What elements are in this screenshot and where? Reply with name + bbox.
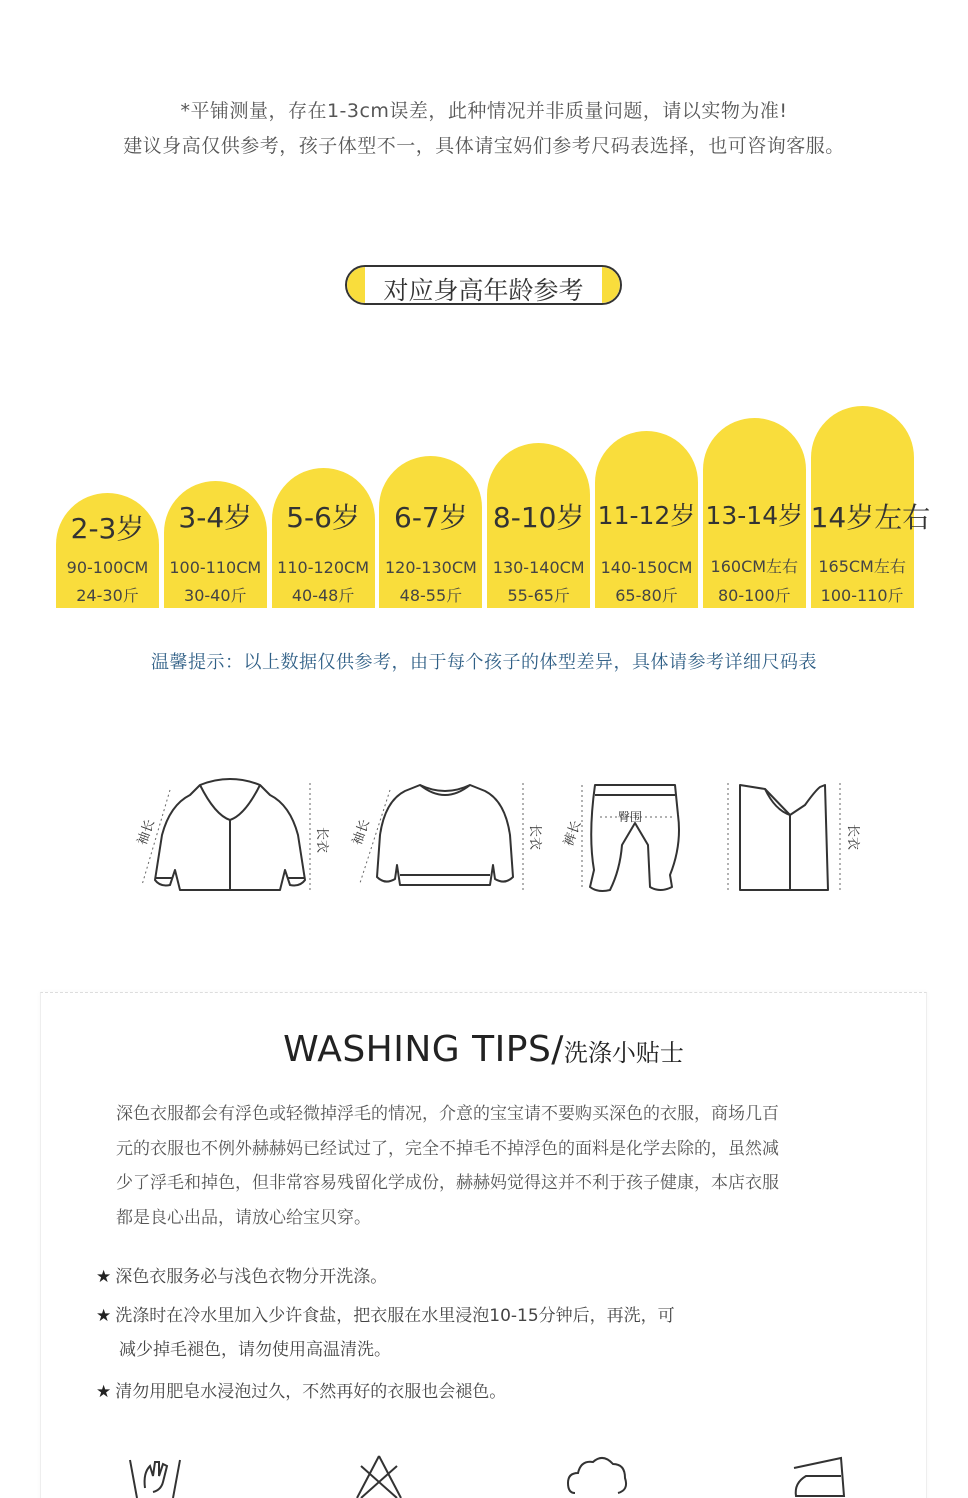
size-advice-notice: 建议身高仅供参考，孩子体型不一，具体请宝妈们参考尺码表选择，也可咨询客服。: [123, 135, 845, 157]
garment-measurement-diagrams: [120, 775, 880, 900]
age-column: [595, 431, 698, 609]
age-column: [487, 443, 590, 608]
washing-paragraph: [116, 1097, 856, 1235]
washing-bullet-3: ★ 清勿用肥皂水浸泡过久，不然再好的衣服也会褪色。: [96, 1382, 507, 1402]
height-label: 130-140CM: [492, 558, 585, 577]
vest-diagram-icon: [720, 775, 870, 900]
age-label: 3-4岁: [178, 501, 253, 534]
hand-wash-icon: [125, 1448, 185, 1498]
size-section-title-text: 对应身高年龄参考: [383, 276, 584, 305]
height-label: 140-150CM: [600, 558, 693, 577]
paragraph-line: 都是良心出品，请放心给宝贝穿。: [116, 1207, 371, 1228]
pants-hip-label: 臀围: [618, 810, 643, 824]
weight-label: 80-100斤: [717, 586, 791, 605]
washing-tips-title-en: WASHING TIPS/: [283, 1029, 564, 1070]
weight-label: 24-30斤: [76, 586, 139, 605]
dry-clean-icon: [563, 1448, 633, 1498]
weight-label: 55-65斤: [507, 586, 570, 605]
height-label: 90-100CM: [66, 558, 149, 577]
hoodie-length-label: 长衣: [314, 827, 329, 854]
iron-icon: [786, 1448, 856, 1498]
star-icon: ★: [96, 1267, 112, 1287]
age-label: 2-3岁: [70, 512, 145, 545]
reference-tip: 温馨提示：以上数据仅供参考，由于每个孩子的体型差异，具体请参考详细尺码表: [151, 652, 817, 673]
weight-label: 100-110斤: [820, 586, 904, 605]
age-column: [379, 456, 482, 609]
washing-tips-title-cn: 洗涤小贴士: [563, 1039, 684, 1067]
star-icon: ★: [96, 1382, 112, 1402]
washing-bullet-2-continued: 减少掉毛褪色，请勿使用高温清洗。: [119, 1340, 391, 1360]
age-label: 6-7岁: [394, 501, 468, 534]
paragraph-line: 元的衣服也不例外赫赫妈已经试过了，完全不掉毛不掉浮色的面料是化学去除的，虽然减: [116, 1138, 779, 1159]
no-bleach-icon: [349, 1448, 409, 1498]
height-label: 165CM左右: [818, 557, 906, 576]
height-label: 160CM左右: [710, 557, 799, 576]
star-icon: ★: [96, 1306, 112, 1326]
pants-diagram-icon: [560, 775, 710, 900]
hoodie-sleeve-label: 袖长: [135, 817, 159, 848]
height-label: 110-120CM: [277, 558, 369, 577]
age-label: 5-6岁: [286, 501, 360, 534]
age-label: 11-12岁: [597, 501, 696, 530]
hoodie-diagram-icon: [130, 775, 330, 900]
paragraph-line: 深色衣服都会有浮色或轻微掉浮毛的情况，介意的宝宝请不要购买深色的衣服，商场几百: [116, 1104, 779, 1124]
weight-label: 48-55斤: [399, 586, 463, 605]
age-column: [810, 406, 931, 609]
sweatshirt-diagram-icon: [345, 775, 545, 900]
age-column: [703, 418, 806, 608]
pants-length-label: 裤长: [561, 818, 585, 849]
sweatshirt-sleeve-label: 袖长: [350, 817, 374, 848]
size-section-title: [345, 265, 622, 305]
age-column: [164, 481, 267, 609]
age-label: 8-10岁: [492, 501, 585, 534]
washing-tips-panel: [40, 992, 927, 1498]
washing-bullet-1: ★ 深色衣服务必与浅色衣物分开洗涤。: [96, 1267, 388, 1287]
washing-bullet-2: ★ 洗涤时在冷水里加入少许食盐，把衣服在水里浸泡10-15分钟后，再洗，可: [96, 1306, 675, 1326]
vest-length-label: 长衣: [845, 824, 860, 851]
weight-label: 40-48斤: [291, 586, 355, 605]
paragraph-line: 少了浮毛和掉色，但非常容易残留化学成份，赫赫妈觉得这并不利于孩子健康，本店衣服: [116, 1173, 779, 1193]
age-column: [56, 493, 159, 608]
sweatshirt-length-label: 长衣: [527, 824, 542, 851]
age-column: [272, 468, 375, 608]
height-label: 120-130CM: [384, 558, 477, 577]
age-height-chart: [56, 380, 931, 608]
washing-tips-title: [41, 1029, 926, 1070]
age-label: 14岁左右: [810, 501, 931, 534]
height-label: 100-110CM: [169, 558, 262, 577]
weight-label: 65-80斤: [615, 586, 678, 605]
weight-label: 30-40斤: [184, 586, 247, 605]
measurement-notice: *平铺测量，存在1-3cm误差，此种情况并非质量问题，请以实物为准!: [180, 100, 788, 122]
age-label: 13-14岁: [705, 501, 804, 530]
